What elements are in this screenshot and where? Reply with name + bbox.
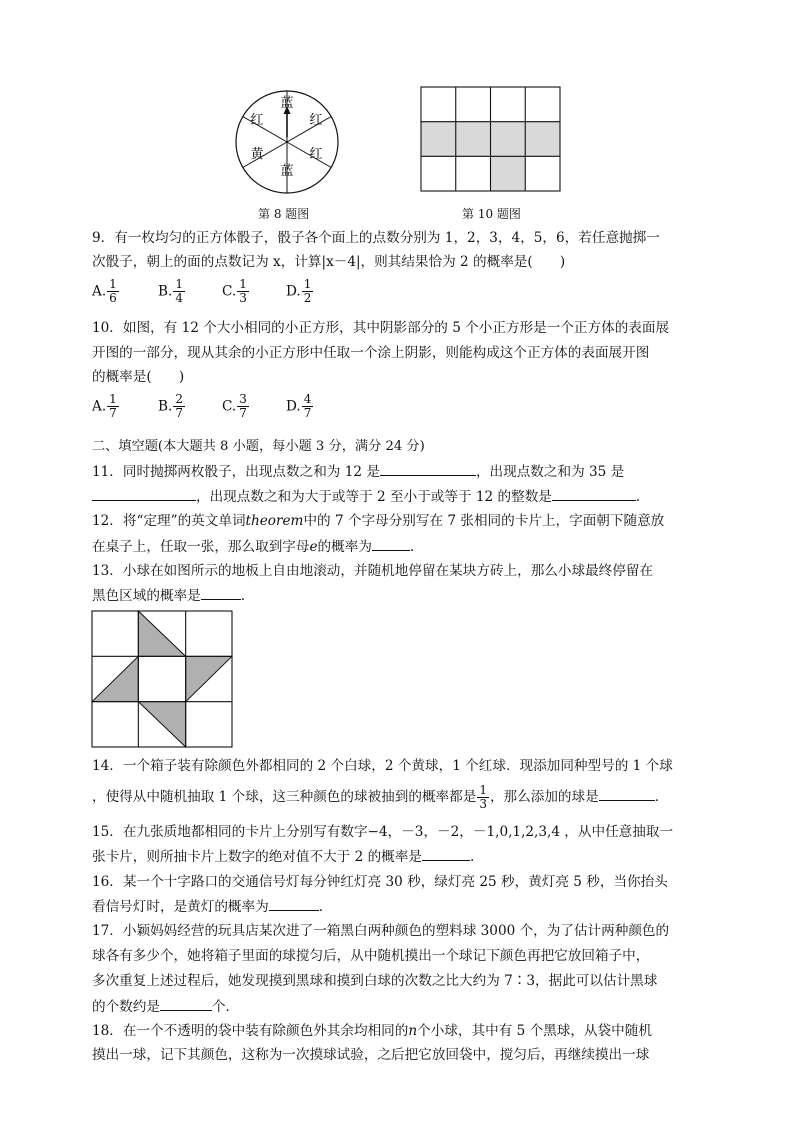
- grid-figure: [420, 86, 562, 192]
- section-2-heading: 二、填空题(本大题共 8 小题，每小题 3 分，满分 24 分): [92, 439, 425, 454]
- numerator: 1: [109, 392, 117, 406]
- q9-option-b[interactable]: [158, 278, 186, 305]
- option-label: D.: [286, 283, 301, 300]
- denominator: 6: [109, 291, 117, 305]
- q12-text-c: 在桌子上，任取一张，那么取到字母: [92, 539, 310, 555]
- q16-line-1: 16．某一个十字路口的交通信号灯每分钟红灯亮 30 秒，绿灯亮 25 秒，黄灯亮 5 秒，当你抬头: [92, 874, 668, 890]
- q9-line-1: 9．有一枚均匀的正方体骰子，骰子各个面上的点数分别为 1，2，3，4，5，6，若任意抛掷一: [92, 230, 660, 246]
- numerator: 1: [109, 277, 117, 291]
- fraction: [237, 393, 249, 420]
- q13-text-a: 黑色区域的概率是: [92, 588, 201, 604]
- q13-line-1: 13．小球在如图所示的地板上自由地滚动，并随机地停留在某块方砖上，那么小球最终停留在: [92, 563, 654, 579]
- q17-line-1: 17．小颖妈妈经营的玩具店某次进了一箱黑白两种颜色的塑料球 3000 个，为了估计两种颜色的: [92, 923, 670, 939]
- q10-option-a[interactable]: [92, 393, 120, 420]
- q12-text-d: 的概率为: [317, 539, 372, 555]
- denominator: 4: [175, 291, 183, 305]
- q10-line-3: 的概率是( ): [92, 369, 185, 385]
- q13-text-b: .: [240, 588, 246, 604]
- fraction: [302, 278, 314, 305]
- denominator: 7: [239, 406, 247, 420]
- q15-text-b: .: [469, 849, 475, 865]
- q16-blank[interactable]: [269, 896, 319, 911]
- q18-text-a: 18．在一个不透明的袋中装有除颜色外其余均相同的: [92, 1023, 409, 1039]
- q15-text-a: 张卡片，则所抽卡片上数字的绝对值不大于 2 的概率是: [92, 849, 422, 865]
- q10-option-c[interactable]: [222, 393, 250, 420]
- option-label: A.: [92, 283, 107, 300]
- denominator: 7: [175, 406, 183, 420]
- option-label: B.: [158, 283, 173, 300]
- denominator: 3: [479, 797, 487, 811]
- numerator: 1: [479, 783, 487, 797]
- denominator: 2: [303, 291, 312, 305]
- q12-letter: e: [309, 539, 318, 555]
- q16-line-2: [92, 896, 323, 917]
- q17-line-2: 球各有多少个，她将箱子里面的球搅匀后，从中随机摸出一个球记下颜色再把它放回箱子中，: [92, 948, 650, 964]
- spinner-sector-3: 红: [309, 147, 323, 162]
- fraction: [302, 393, 314, 420]
- q17-blank[interactable]: [160, 996, 212, 1011]
- q15-line-2: [92, 846, 474, 867]
- spinner-sector-6: 红: [250, 113, 264, 128]
- q9-option-d[interactable]: [286, 278, 314, 305]
- option-label: D.: [286, 398, 301, 415]
- q11-blank-1[interactable]: [380, 461, 476, 476]
- fraction: [173, 393, 185, 420]
- fraction: [477, 784, 489, 811]
- q13-blank[interactable]: [201, 585, 241, 600]
- denominator: 3: [239, 291, 247, 305]
- q12-line-1: [92, 511, 664, 531]
- fraction: [107, 278, 119, 305]
- q14-blank[interactable]: [599, 786, 655, 801]
- q10-line-2: 开图的一部分，现从其余的小正方形中任取一个涂上阴影，则能构成这个正方体的表面展开图: [92, 345, 650, 361]
- floor-tiles-figure: [91, 610, 233, 748]
- fraction: [173, 278, 185, 305]
- q11-line-1: [92, 461, 624, 482]
- q17-line-3: 多次重复上述过程后，她发现摸到黑球和摸到白球的次数之比大约为 7∶3，据此可以估计黑球: [92, 973, 658, 989]
- q15-line-1: 15．在九张质地都相同的卡片上分别写有数字−4，－3，－2，－1,0,1,2,3,4 ，从中任意抽取一: [92, 824, 674, 840]
- spinner-figure: [232, 87, 342, 197]
- numerator: 2: [175, 392, 183, 406]
- q16-text-a: 看信号灯时，是黄灯的概率为: [92, 899, 269, 915]
- q18-text-b: 个小球，其中有 5 个黑球，从袋中随机: [417, 1023, 652, 1039]
- q13-line-2: [92, 585, 245, 606]
- q10-option-d[interactable]: [286, 393, 314, 420]
- q10-line-1: 10．如图，有 12 个大小相同的小正方形，其中阴影部分的 5 个小正方形是一个正方体的表面展: [92, 320, 670, 336]
- denominator: 7: [109, 406, 117, 420]
- q11-text-a: 11．同时抛掷两枚骰子，出现点数之和为 12 是: [92, 464, 380, 480]
- q18-line-1: [92, 1021, 652, 1041]
- option-label: C.: [222, 283, 237, 300]
- denominator: 7: [303, 406, 312, 420]
- q17-text-a: 的个数约是: [92, 999, 160, 1015]
- q12-line-2: [92, 536, 414, 557]
- option-label: C.: [222, 398, 237, 415]
- q14-text-a: ，使得从中随机抽取 1 个球，这三种颜色的球被抽到的概率都是: [92, 789, 477, 805]
- q14-text-b: ，那么添加的球是: [489, 789, 599, 805]
- q11-text-b: ，出现点数之和为 35 是: [475, 464, 625, 480]
- q18-n: n: [408, 1023, 418, 1039]
- figure-10-caption: 第 10 题图: [462, 207, 521, 221]
- option-label: A.: [92, 398, 107, 415]
- numerator: 1: [303, 277, 312, 291]
- spinner-sector-1: 蓝: [280, 96, 294, 111]
- numerator: 4: [303, 392, 312, 406]
- numerator: 3: [239, 392, 247, 406]
- numerator: 1: [175, 277, 183, 291]
- q11-text-c: ，出现点数之和为大于或等于 2 至小于或等于 12 的整数是: [196, 489, 552, 505]
- q12-text-a: 12．将“定理”的英文单词: [92, 513, 246, 529]
- q9-option-a[interactable]: [92, 278, 120, 305]
- q11-blank-3[interactable]: [552, 486, 636, 501]
- spinner-sector-2: 红: [309, 113, 323, 128]
- q15-blank[interactable]: [422, 846, 470, 861]
- option-label: B.: [158, 398, 173, 415]
- q11-text-d: ．: [635, 489, 650, 505]
- q12-text-b: 中的 7 个字母分别写在 7 张相同的卡片上，字面朝下随意放: [303, 513, 665, 529]
- q9-line-2: 次骰子，朝上的面的点数记为 x，计算|x－4|，则其结果恰为 2 的概率是( ): [92, 254, 566, 270]
- q17-line-4: [92, 996, 239, 1017]
- q14-line-1: 14．一个箱子装有除颜色外都相同的 2 个白球，2 个黄球，1 个红球．现添加同种型号的 1 个球: [92, 758, 673, 774]
- q12-blank[interactable]: [372, 536, 410, 551]
- figure-8-caption: 第 8 题图: [258, 207, 310, 221]
- q11-blank-2[interactable]: [92, 486, 196, 501]
- spinner-sector-4: 蓝: [280, 164, 294, 179]
- numerator: 1: [239, 277, 247, 291]
- q12-text-e: .: [409, 539, 415, 555]
- q9-option-c[interactable]: [222, 278, 250, 305]
- fraction: [107, 393, 119, 420]
- q14-text-c: ．: [654, 789, 669, 805]
- spinner-sector-5: 黄: [250, 147, 264, 162]
- q18-line-2: 摸出一球，记下其颜色，这称为一次摸球试验，之后把它放回袋中，搅匀后，再继续摸出一球: [92, 1047, 650, 1063]
- q11-line-2: [92, 486, 649, 507]
- q14-line-2: [92, 784, 668, 811]
- q17-text-b: 个．: [211, 999, 240, 1015]
- q10-option-b[interactable]: [158, 393, 186, 420]
- fraction: [237, 278, 249, 305]
- q16-text-b: .: [318, 899, 324, 915]
- q12-word: theorem: [245, 513, 304, 529]
